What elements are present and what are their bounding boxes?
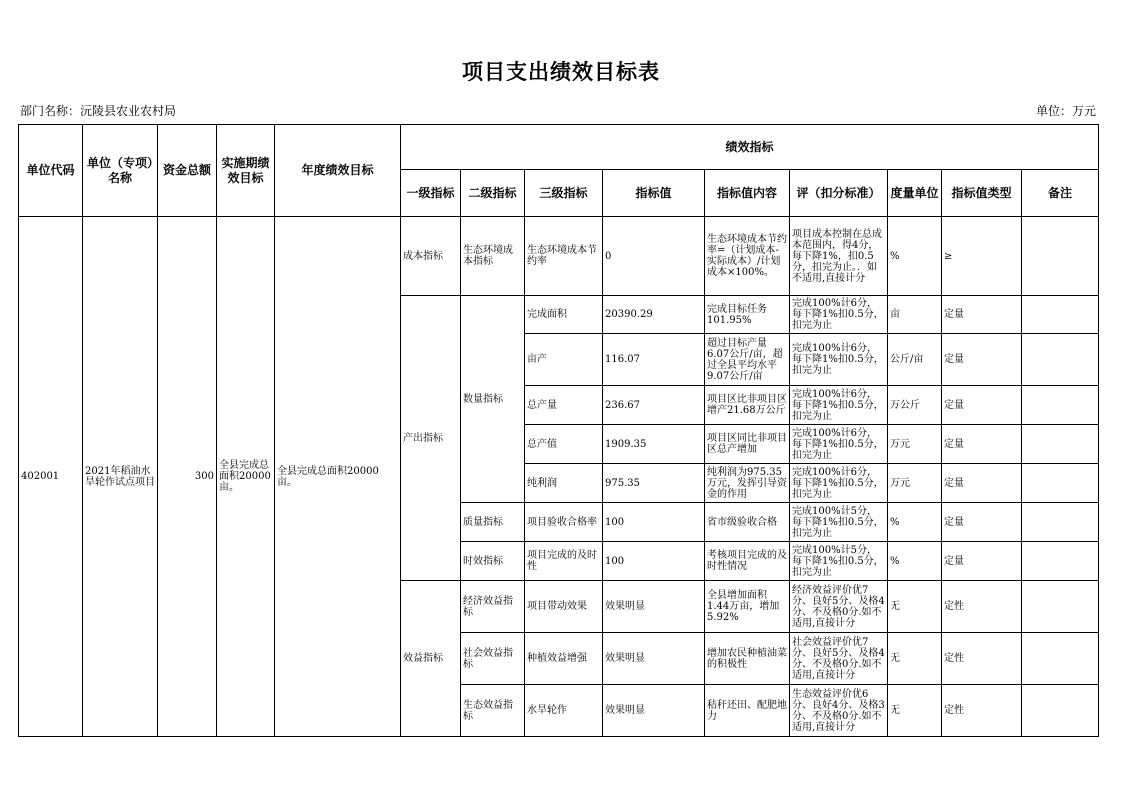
measure-unit-cell: %: [888, 503, 942, 542]
level2-social: 社会效益指标: [461, 633, 525, 685]
value-cell: 0: [603, 217, 705, 296]
value-content-cell: 超过目标产量6.07公斤/亩，超过全县平均水平9.07公斤/亩: [705, 334, 790, 386]
value-content-cell: 全县增加面积1.44万亩，增加5.92%: [705, 581, 790, 633]
measure-unit-cell: %: [888, 542, 942, 581]
remark-cell: [1022, 581, 1099, 633]
value-content-cell: 项目区比非项目区增产21.68万公斤: [705, 386, 790, 425]
value-cell: 236.67: [603, 386, 705, 425]
remark-cell: [1022, 633, 1099, 685]
value-cell: 975.35: [603, 464, 705, 503]
table-row: [19, 217, 1099, 296]
value-content-cell: 生态环境成本节约率=（计划成本-实际成本）/计划成本×100%。: [705, 217, 790, 296]
value-type-cell: 定量: [942, 503, 1022, 542]
header-scoring: 评（扣分标准）: [790, 170, 888, 217]
header-total-funds: 资金总额: [158, 125, 217, 217]
value-type-cell: 定量: [942, 334, 1022, 386]
remark-cell: [1022, 334, 1099, 386]
value-cell: 效果明显: [603, 581, 705, 633]
value-content-cell: 秸秆还田、配肥地力: [705, 685, 790, 737]
level3-cell: 种植效益增强: [525, 633, 603, 685]
unit-code-cell: 402001: [19, 217, 83, 737]
performance-table: [18, 124, 1099, 737]
scoring-cell: 经济效益评价优7分、良好5分、及格4分、不及格0分.如不适用,直接计分: [790, 581, 888, 633]
level3-cell: 纯利润: [525, 464, 603, 503]
header-perf-indicators: 绩效指标: [401, 125, 1099, 170]
value-type-cell: 定量: [942, 542, 1022, 581]
header-unit-code: 单位代码: [19, 125, 83, 217]
remark-cell: [1022, 386, 1099, 425]
level3-cell: 水旱轮作: [525, 685, 603, 737]
measure-unit-cell: 无: [888, 685, 942, 737]
measure-unit-cell: 万元: [888, 464, 942, 503]
page-title: 项目支出绩效目标表: [462, 60, 660, 84]
measure-unit-cell: 万元: [888, 425, 942, 464]
value-cell: 1909.35: [603, 425, 705, 464]
value-cell: 100: [603, 542, 705, 581]
level2-economic: 经济效益指标: [461, 581, 525, 633]
total-funds-cell: 300: [158, 217, 217, 737]
level3-cell: 亩产: [525, 334, 603, 386]
value-content-cell: 考核项目完成的及时性情况: [705, 542, 790, 581]
value-type-cell: 定量: [942, 386, 1022, 425]
level2-ecological: 生态效益指标: [461, 685, 525, 737]
measure-unit-cell: 亩: [888, 296, 942, 334]
value-cell: 效果明显: [603, 633, 705, 685]
value-content-cell: 完成目标任务101.95%: [705, 296, 790, 334]
header-annual-goal: 年度绩效目标: [275, 125, 401, 217]
remark-cell: [1022, 464, 1099, 503]
value-type-cell: ≥: [942, 217, 1022, 296]
value-type-cell: 定量: [942, 464, 1022, 503]
value-type-cell: 定性: [942, 685, 1022, 737]
scoring-cell: 生态效益评价优6分、良好4分、及格3分、不及格0分.如不适用,直接计分: [790, 685, 888, 737]
level3-cell: 项目完成的及时性: [525, 542, 603, 581]
value-content-cell: 省市级验收合格: [705, 503, 790, 542]
remark-cell: [1022, 503, 1099, 542]
period-goal-cell: 全县完成总面积20000亩。: [217, 217, 275, 737]
level3-cell: 总产值: [525, 425, 603, 464]
remark-cell: [1022, 542, 1099, 581]
measure-unit-cell: 公斤/亩: [888, 334, 942, 386]
header-level1: 一级指标: [401, 170, 461, 217]
value-cell: 116.07: [603, 334, 705, 386]
value-content-cell: 增加农民种植油菜的积极性: [705, 633, 790, 685]
header-level3: 三级指标: [525, 170, 603, 217]
level1-cost: 成本指标: [401, 217, 461, 296]
unit-name-cell: 2021年稻油水旱轮作试点项目: [83, 217, 158, 737]
value-cell: 20390.29: [603, 296, 705, 334]
level3-cell: 生态环境成本节约率: [525, 217, 603, 296]
scoring-cell: 社会效益评价优7分、良好5分、及格4分、不及格0分.如不适用,直接计分: [790, 633, 888, 685]
remark-cell: [1022, 217, 1099, 296]
level1-output: 产出指标: [401, 296, 461, 581]
measure-unit-cell: 无: [888, 633, 942, 685]
header-value-content: 指标值内容: [705, 170, 790, 217]
value-type-cell: 定量: [942, 296, 1022, 334]
remark-cell: [1022, 425, 1099, 464]
remark-cell: [1022, 296, 1099, 334]
currency-unit: 单位：万元: [1035, 104, 1096, 118]
department-name: 部门名称：沅陵县农业农村局: [20, 104, 177, 118]
scoring-cell: 完成100%计5分，每下降1%扣0.5分，扣完为止: [790, 542, 888, 581]
scoring-cell: 完成100%计6分，每下降1%扣0.5分，扣完为止: [790, 386, 888, 425]
value-type-cell: 定性: [942, 581, 1022, 633]
header-value: 指标值: [603, 170, 705, 217]
measure-unit-cell: 万公斤: [888, 386, 942, 425]
level1-benefit: 效益指标: [401, 581, 461, 737]
value-cell: 效果明显: [603, 685, 705, 737]
scoring-cell: 完成100%计6分，每下降1%扣0.5分，扣完为止: [790, 425, 888, 464]
header-period-goal: 实施期绩效目标: [217, 125, 275, 217]
scoring-cell: 完成100%计5分，每下降1%扣0.5分，扣完为止: [790, 503, 888, 542]
scoring-cell: 完成100%计6分，每下降1%扣0.5分，扣完为止: [790, 334, 888, 386]
header-value-type: 指标值类型: [942, 170, 1022, 217]
level3-cell: 完成面积: [525, 296, 603, 334]
measure-unit-cell: %: [888, 217, 942, 296]
level3-cell: 总产量: [525, 386, 603, 425]
measure-unit-cell: 无: [888, 581, 942, 633]
value-type-cell: 定性: [942, 633, 1022, 685]
value-content-cell: 项目区同比非项目区总产增加: [705, 425, 790, 464]
level2-quantity: 数量指标: [461, 296, 525, 503]
level2-quality: 质量指标: [461, 503, 525, 542]
header-remark: 备注: [1022, 170, 1099, 217]
level2-eco-cost: 生态环境成本指标: [461, 217, 525, 296]
scoring-cell: 完成100%计6分，每下降1%扣0.5分，扣完为止: [790, 464, 888, 503]
value-content-cell: 纯利润为975.35万元，发挥引导资金的作用: [705, 464, 790, 503]
scoring-cell: 项目成本控制在总成本范围内，得4分，每下降1%，扣0.5分，扣完为止。．如不适用,直接计分: [790, 217, 888, 296]
header-unit-name: 单位（专项）名称: [83, 125, 158, 217]
level2-timeliness: 时效指标: [461, 542, 525, 581]
header-level2: 二级指标: [461, 170, 525, 217]
value-type-cell: 定量: [942, 425, 1022, 464]
scoring-cell: 完成100%计6分，每下降1%扣0.5分，扣完为止: [790, 296, 888, 334]
level3-cell: 项目验收合格率: [525, 503, 603, 542]
header-measure-unit: 度量单位: [888, 170, 942, 217]
remark-cell: [1022, 685, 1099, 737]
annual-goal-cell: 全县完成总面积20000亩。: [275, 217, 401, 737]
value-cell: 100: [603, 503, 705, 542]
level3-cell: 项目带动效果: [525, 581, 603, 633]
